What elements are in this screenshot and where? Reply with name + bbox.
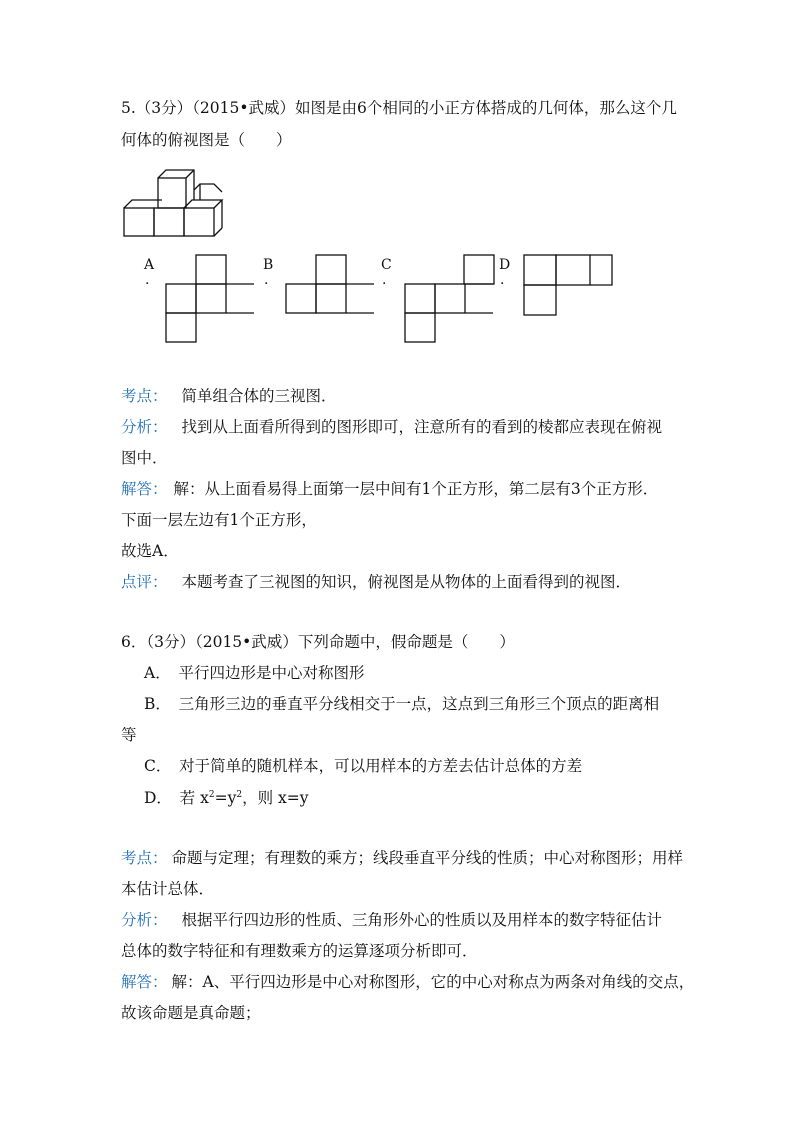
q5-jieda-line3: 故选A． xyxy=(121,542,179,560)
q6-option-d-mid: =y xyxy=(214,789,237,807)
q6-option-b-line2: 等 xyxy=(121,726,137,744)
q5-option-a-dot: · xyxy=(145,276,150,292)
q5-jieda-line2: 下面一层左边有1个正方形， xyxy=(121,511,317,529)
q5-dianping xyxy=(121,571,631,593)
cube-figure xyxy=(118,166,228,238)
q6-kaodian xyxy=(121,847,683,869)
q5-option-b-figure xyxy=(284,254,376,316)
q6-kaodian-text: 命题与定理；有理数的乘方；线段垂直平分线的性质；中心对称图形；用样 xyxy=(171,849,684,867)
q5-dianping-text: 本题考查了三视图的知识，俯视图是从物体的上面看得到的视图． xyxy=(181,573,632,591)
q6-fenxi xyxy=(121,909,662,931)
q6-jieda-text: 解：A、平行四边形是中心对称图形，它的中心对称点为两条对角线的交点， xyxy=(171,973,695,991)
q6-fenxi-text: 根据平行四边形的性质、三角形外心的性质以及用样本的数字特征估计 xyxy=(181,911,663,929)
q6-option-d-prefix: D． 若 x xyxy=(144,789,209,807)
q5-option-a-figure xyxy=(164,254,256,344)
q6-fenxi-line2: 总体的数字特征和有理数乘方的运算逐项分析即可． xyxy=(121,942,478,960)
q6-option-a: A． 平行四边形是中心对称图形 xyxy=(144,664,365,682)
q6-stem: 6．（3分）（2015•武威）下列命题中，假命题是（ ） xyxy=(121,633,515,651)
q6-kaodian-line2: 本估计总体． xyxy=(121,880,215,898)
q6-fenxi-label: 分析： xyxy=(121,911,168,929)
q6-kaodian-label: 考点： xyxy=(121,849,168,867)
q5-jieda-label: 解答： xyxy=(121,480,168,498)
q6-jieda xyxy=(121,971,694,993)
q5-option-d-dot: · xyxy=(500,276,505,292)
q5-option-a-label: A xyxy=(144,257,155,273)
q6-jieda-label: 解答： xyxy=(121,973,168,991)
q5-jieda xyxy=(121,478,658,500)
q5-kaodian xyxy=(121,385,337,407)
q6-option-d-exp2: 2 xyxy=(236,790,243,800)
q6-option-c: C． 对于简单的随机样本，可以用样本的方差去估计总体的方差 xyxy=(144,757,583,775)
q5-jieda-text: 解：从上面看易得上面第一层中间有1个正方形，第二层有3个正方形． xyxy=(173,480,659,498)
q5-stem-line1: 5.（3分）（2015•武威）如图是由6个相同的小正方体搭成的几何体，那么这个几 xyxy=(121,99,677,117)
q5-fenxi-label: 分析： xyxy=(121,418,168,436)
q5-option-c-label: C xyxy=(381,257,392,273)
q5-fenxi-text: 找到从上面看所得到的图形即可，注意所有的看到的棱都应表现在俯视 xyxy=(181,418,663,436)
q5-option-d-figure xyxy=(522,254,614,316)
q6-option-d-exp1: 2 xyxy=(208,790,215,800)
q5-option-c-figure xyxy=(403,254,495,344)
q6-option-d-suffix: ，则 x=y xyxy=(242,789,309,807)
q5-option-b-dot: · xyxy=(264,276,269,292)
q6-jieda-line2: 故该命题是真命题； xyxy=(121,1004,261,1022)
q5-option-c-dot: · xyxy=(382,276,387,292)
q5-option-d-label: D xyxy=(499,257,511,273)
q5-kaodian-label: 考点： xyxy=(121,387,168,405)
q6-option-b-line1: B． 三角形三边的垂直平分线相交于一点，这点到三角形三个顶点的距离相 xyxy=(144,695,660,713)
q5-fenxi xyxy=(121,416,662,438)
q5-stem-line2: 何体的俯视图是（ ） xyxy=(121,131,292,149)
q5-dianping-label: 点评： xyxy=(121,573,168,591)
q5-kaodian-text: 简单组合体的三视图． xyxy=(181,387,337,405)
q6-option-d xyxy=(144,787,309,809)
q5-fenxi-line2: 图中． xyxy=(121,449,168,467)
q5-option-b-label: B xyxy=(263,257,274,273)
